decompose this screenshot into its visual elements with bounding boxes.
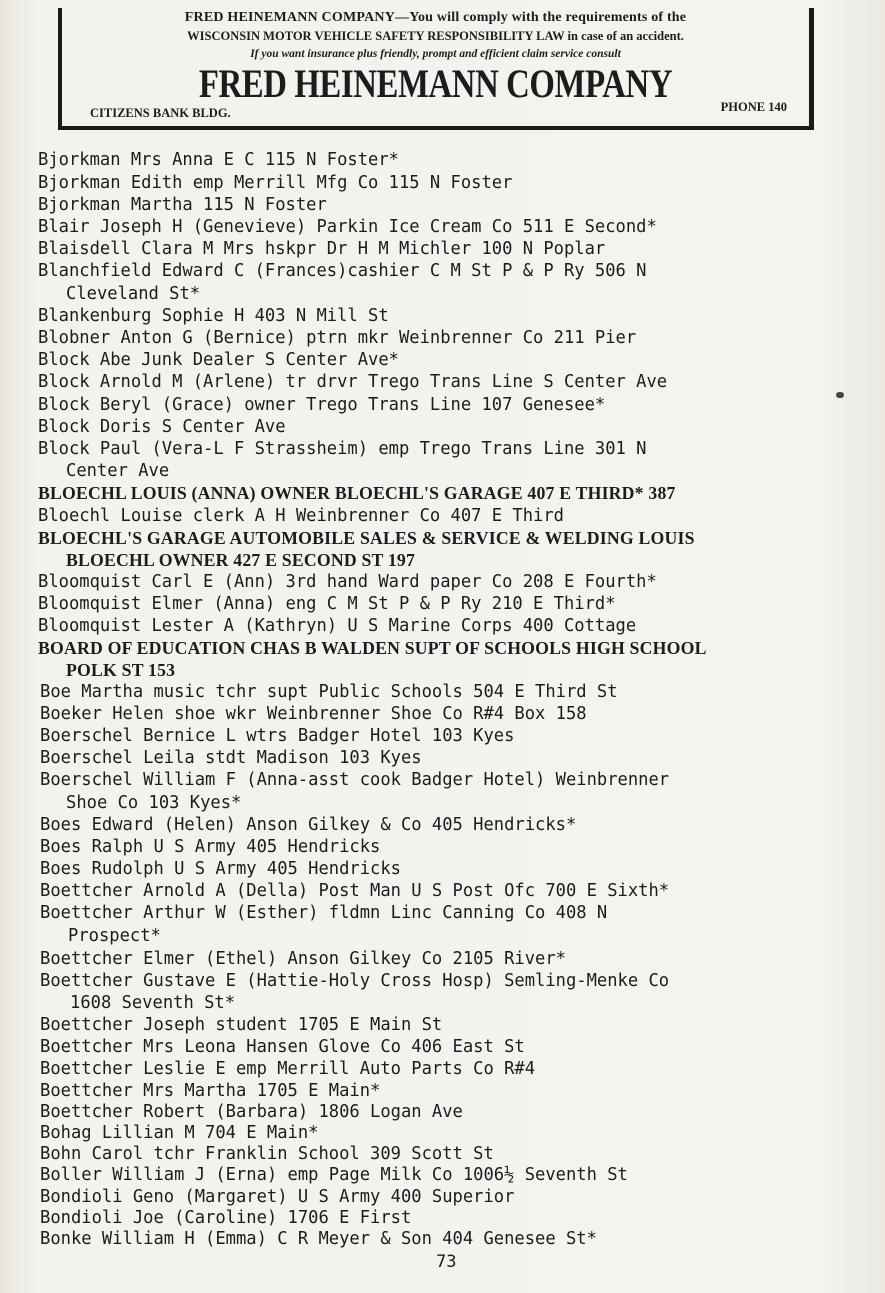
directory-entry: Bondioli Geno (Margaret) U S Army 400 Superior [40, 1187, 515, 1207]
directory-entry-continuation: Shoe Co 103 Kyes* [66, 793, 242, 813]
directory-entry: Boerschel Leila stdt Madison 103 Kyes [40, 748, 422, 768]
directory-entry-bold: BOARD OF EDUCATION CHAS B WALDEN SUPT OF SCHOOLS HIGH SCHOOL [38, 638, 707, 658]
directory-entry: Boller William J (Erna) emp Page Milk Co 1006½ Seventh St [40, 1165, 628, 1185]
directory-entry: Boettcher Leslie E emp Merrill Auto Parts Co R#4 [40, 1059, 536, 1079]
ad-line-insurance: If you want insurance plus friendly, prompt and efficient claim service consult [250, 48, 621, 60]
directory-entry: Boettcher Joseph student 1705 E Main St [40, 1015, 443, 1035]
directory-entry-bold-continuation: BLOECHL OWNER 427 E SECOND ST 197 [66, 550, 416, 570]
ad-line-law: WISCONSIN MOTOR VEHICLE SAFETY RESPONSIBILITY LAW in case of an accident. [187, 29, 684, 43]
directory-entry: Block Abe Junk Dealer S Center Ave* [38, 350, 399, 370]
directory-entry: Bloomquist Elmer (Anna) eng C M St P & P Ry 210 E Third* [38, 594, 616, 614]
directory-entry: Boettcher Gustave E (Hattie-Holy Cross Hosp) Semling-Menke Co [40, 971, 670, 991]
directory-entry: Boettcher Robert (Barbara) 1806 Logan Ave [40, 1102, 463, 1122]
directory-entry: Blankenburg Sophie H 403 N Mill St [38, 306, 389, 326]
directory-entry: Blaisdell Clara M Mrs hskpr Dr H M Michler 100 N Poplar [38, 239, 606, 259]
ink-speck [836, 392, 844, 398]
directory-entry: Bjorkman Edith emp Merrill Mfg Co 115 N Foster [38, 173, 513, 193]
directory-entry: Bloomquist Carl E (Ann) 3rd hand Ward paper Co 208 E Fourth* [38, 572, 657, 592]
directory-entry: Blobner Anton G (Bernice) ptrn mkr Weinbrenner Co 211 Pier [38, 328, 637, 348]
directory-entry: Boettcher Mrs Martha 1705 E Main* [40, 1081, 381, 1101]
directory-entry: Bohag Lillian M 704 E Main* [40, 1123, 319, 1143]
directory-entry-continuation: Prospect* [68, 926, 161, 946]
directory-entry: Block Beryl (Grace) owner Trego Trans Line 107 Genesee* [38, 395, 606, 415]
directory-entry: Boerschel Bernice L wtrs Badger Hotel 103 Kyes [40, 726, 515, 746]
directory-entry: Block Paul (Vera-L F Strassheim) emp Trego Trans Line 301 N [38, 439, 647, 459]
directory-entry: Blanchfield Edward C (Frances)cashier C M St P & P Ry 506 N [38, 261, 647, 281]
directory-entry: Blair Joseph H (Genevieve) Parkin Ice Cream Co 511 E Second* [38, 217, 657, 237]
directory-entry-bold-continuation: POLK ST 153 [66, 660, 176, 680]
ad-line-compliance: FRED HEINEMANN COMPANY—You will comply with the requirements of the [184, 10, 687, 25]
directory-entry: Boeker Helen shoe wkr Weinbrenner Shoe Co R#4 Box 158 [40, 704, 587, 724]
directory-entry: Bondioli Joe (Caroline) 1706 E First [40, 1208, 412, 1228]
directory-entry-continuation: 1608 Seventh St* [70, 993, 236, 1013]
directory-entry-continuation: Cleveland St* [66, 284, 201, 304]
page-number: 73 [436, 1252, 457, 1272]
directory-entry-continuation: Center Ave [66, 461, 170, 481]
directory-entry: Block Arnold M (Arlene) tr drvr Trego Trans Line S Center Ave [38, 372, 668, 392]
directory-entry: Bloechl Louise clerk A H Weinbrenner Co 407 E Third [38, 506, 564, 526]
directory-entry: Boettcher Arnold A (Della) Post Man U S Post Ofc 700 E Sixth* [40, 881, 670, 901]
directory-entry-bold: BLOECHL'S GARAGE AUTOMOBILE SALES & SERVICE & WELDING LOUIS [38, 528, 695, 548]
directory-entry: Bjorkman Mrs Anna E C 115 N Foster* [38, 150, 399, 170]
directory-entry: Block Doris S Center Ave [38, 417, 286, 437]
directory-entry: Boettcher Elmer (Ethel) Anson Gilkey Co 2105 River* [40, 949, 566, 969]
directory-entry: Bloomquist Lester A (Kathryn) U S Marine Corps 400 Cottage [38, 616, 637, 636]
ad-phone: PHONE 140 [720, 100, 787, 114]
directory-entry: Boettcher Arthur W (Esther) fldmn Linc Canning Co 408 N [40, 903, 608, 923]
directory-entry: Boes Rudolph U S Army 405 Hendricks [40, 859, 401, 879]
directory-entry-bold: BLOECHL LOUIS (ANNA) OWNER BLOECHL'S GARAGE 407 E THIRD* 387 [38, 483, 676, 503]
directory-entry: Bohn Carol tchr Franklin School 309 Scott St [40, 1144, 494, 1164]
directory-entry: Boes Edward (Helen) Anson Gilkey & Co 405 Hendricks* [40, 815, 577, 835]
ad-address: CITIZENS BANK BLDG. [90, 106, 231, 120]
ad-company-name: FRED HEINEMANN COMPANY [198, 61, 673, 106]
directory-entry: Boerschel William F (Anna-asst cook Badger Hotel) Weinbrenner [40, 770, 670, 790]
directory-entry: Boe Martha music tchr supt Public Schools 504 E Third St [40, 682, 618, 702]
directory-entry: Boettcher Mrs Leona Hansen Glove Co 406 East St [40, 1037, 525, 1057]
directory-entry: Boes Ralph U S Army 405 Hendricks [40, 837, 381, 857]
directory-entry: Bjorkman Martha 115 N Foster [38, 195, 327, 215]
directory-entry: Bonke William H (Emma) C R Meyer & Son 404 Genesee St* [40, 1229, 597, 1249]
